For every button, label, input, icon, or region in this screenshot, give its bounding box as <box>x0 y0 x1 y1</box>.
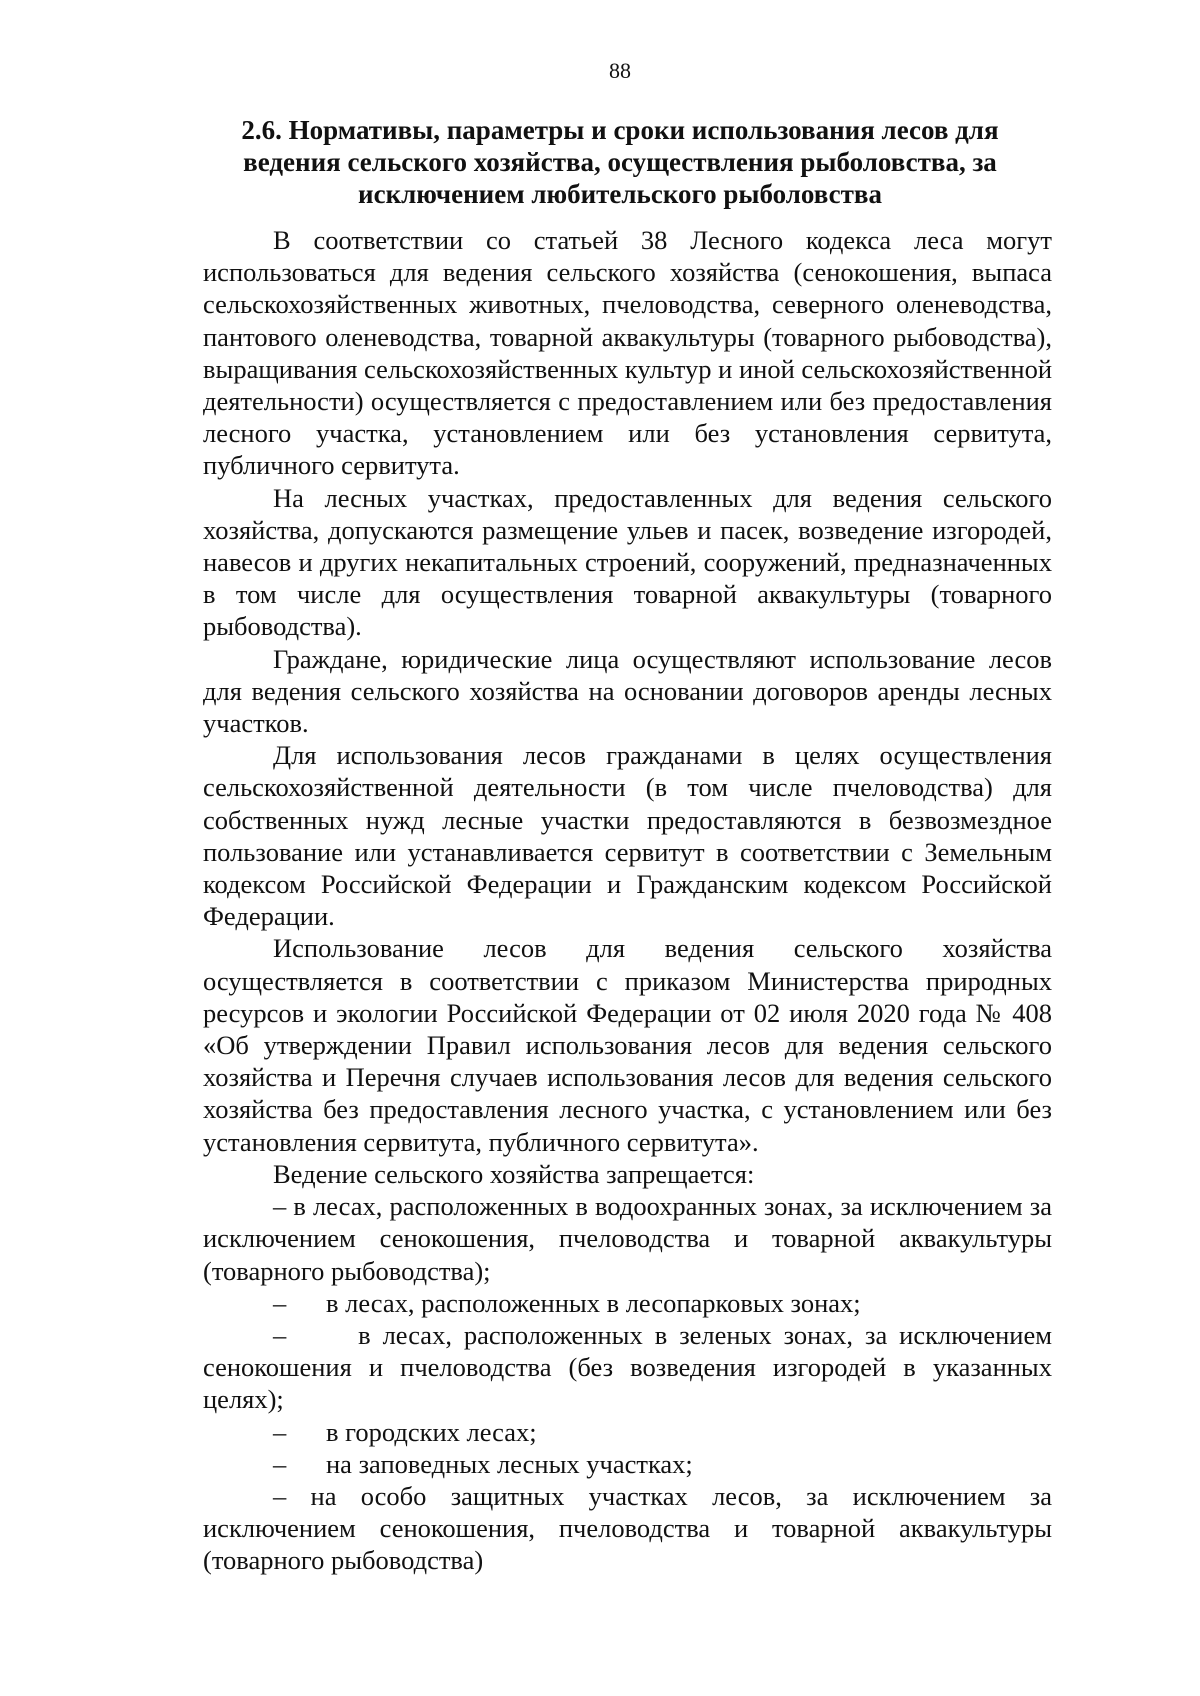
document-body <box>203 224 1059 1577</box>
list-item: – на особо защитных участках лесов, за исключением за исключением сенокошения, пчеловодства и товарной аквакультуры (товарного рыбоводства) <box>203 1480 1052 1576</box>
list-item: – в городских лесах; <box>273 1416 537 1447</box>
paragraph: Для использования лесов гражданами в целях осуществления сельскохозяйственной деятельности (в том числе пчеловодства) для собственных нужд лесные участки предоставляются в безвозмездное пользование или устанавливается сервитут в соответствии с Земельным кодексом Российской Федерации и Гражданским кодексом Российской Федерации. <box>203 740 1052 932</box>
section-title: 2.6. Нормативы, параметры и сроки использования лесов для ведения сельского хозяйства, осуществления рыболовства, за исключением любительского рыболовства <box>241 115 999 209</box>
list-item: – в лесах, расположенных в водоохранных зонах, за исключением за исключением сенокошения, пчеловодства и товарной аквакультуры (товарного рыбоводства); <box>203 1191 1052 1286</box>
paragraph: Использование лесов для ведения сельского хозяйства осуществляется в соответствии с приказом Министерства природных ресурсов и экологии Российской Федерации от 02 июля 2020 года № 408 «Об утверждении Правил использования лесов для ведения сельского хозяйства и Перечня случаев использования лесов для ведения сельского хозяйства без предоставления лесного участка, с установлением или без установления сервитута, публичного сервитута». <box>203 933 1052 1157</box>
paragraph: В соответствии со статьей 38 Лесного кодекса леса могут использоваться для ведения сельского хозяйства (сенокошения, выпаса сельскохозяйственных животных, пчеловодства, северного оленеводства, пантового оленеводства, товарной аквакультуры (товарного рыбоводства), выращивания сельскохозяйственных культур и иной сельскохозяйственной деятельности) осуществляется с предоставлением или без предоставления лесного участка, установлением или без установления сервитута, публичного сервитута. <box>203 225 1052 481</box>
list-item: – на заповедных лесных участках; <box>273 1448 693 1479</box>
paragraph: Граждане, юридические лица осуществляют использование лесов для ведения сельского хозяйства на основании договоров аренды лесных участков. <box>203 643 1052 739</box>
page-number: 88 <box>609 58 631 83</box>
list-item: – в лесах, расположенных в лесопарковых зонах; <box>273 1287 861 1318</box>
list-item: – в лесах, расположенных в зеленых зонах, за исключением сенокошения и пчеловодства (без возведения изгородей в указанных целях); <box>203 1319 1059 1415</box>
prohibition-list <box>203 1190 1059 1576</box>
paragraph: На лесных участках, предоставленных для ведения сельского хозяйства, допускаются размещение ульев и пасек, возведение изгородей, навесов и других некапитальных строений, сооружений, предназначенных в том числе для осуществления товарной аквакультуры (товарного рыбоводства). <box>203 482 1052 642</box>
paragraph: Ведение сельского хозяйства запрещается: <box>273 1158 755 1189</box>
